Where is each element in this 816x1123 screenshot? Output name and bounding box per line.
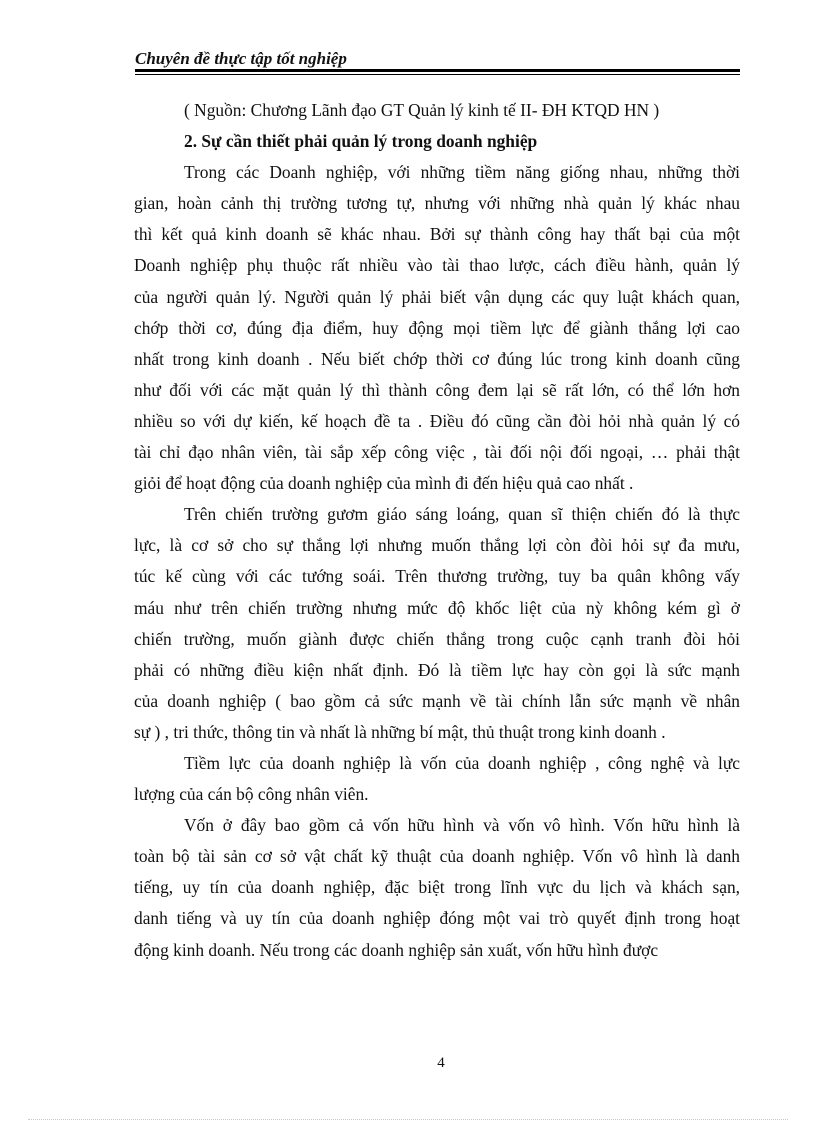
text-line: tiếng, uy tín của doanh nghiệp, đặc biệt trong lĩnh vực du lịch và khách sạn, xyxy=(134,877,740,898)
text-line: lượng của cán bộ công nhân viên. xyxy=(134,784,369,805)
paragraph xyxy=(134,499,740,748)
text-line: nhất trong kinh doanh . Nếu biết chớp thời cơ đúng lúc trong kinh doanh cũng xyxy=(134,348,740,369)
text-line: danh tiếng và uy tín của doanh nghiệp đóng một vai trò quyết định trong hoạt xyxy=(134,908,740,929)
text-line: giỏi để hoạt động của doanh nghiệp của mình đi đến hiệu quả cao nhất . xyxy=(134,473,634,494)
page-header xyxy=(135,48,740,70)
text-line: lực, là cơ sở cho sự thắng lợi nhưng muốn thắng lợi còn đòi hỏi sự đa mưu, xyxy=(134,535,740,556)
text-line: nhiều so với dự kiến, kế hoạch đề ta . Điều đó cũng cần đòi hỏi nhà quản lý có xyxy=(134,410,740,431)
page-number: 4 xyxy=(437,1055,445,1071)
text-line: sự ) , tri thức, thông tin và nhất là những bí mật, thủ thuật trong kinh doanh . xyxy=(134,721,666,742)
text-line: máu như trên chiến trường nhưng mức độ khốc liệt của nỳ không kém gì ở xyxy=(134,597,740,618)
text-line: tài chỉ đạo nhân viên, tài sắp xếp công việc , tài đối nội đối ngoại, … phải thật xyxy=(134,442,740,463)
text-line: toàn bộ tài sản cơ sở vật chất kỹ thuật của doanh nghiệp. Vốn vô hình là danh xyxy=(134,846,740,867)
document-body xyxy=(134,95,740,966)
text-line: chớp thời cơ, đúng địa điểm, huy động mọi tiềm lực để giành thắng lợi cao xyxy=(134,317,740,338)
text-line: Vốn ở đây bao gồm cả vốn hữu hình và vốn vô hình. Vốn hữu hình là xyxy=(184,815,740,836)
paragraph xyxy=(134,157,740,499)
header-rule-thick xyxy=(135,69,740,72)
text-line: Trên chiến trường gươm giáo sáng loáng, quan sĩ thiện chiến đó là thực xyxy=(184,504,740,525)
text-line: của doanh nghiệp ( bao gồm cả sức mạnh về tài chính lẫn sức mạnh về nhân xyxy=(134,690,740,711)
text-line: phải có những điều kiện nhất định. Đó là tiềm lực hay còn gọi là sức mạnh xyxy=(134,659,740,680)
text-line: như đối với các mặt quản lý thì thành công đem lại sẽ rất lớn, có thể lớn hơn xyxy=(134,379,740,400)
text-line: thì kết quả kinh doanh sẽ khác nhau. Bởi sự thành công hay thất bại của một xyxy=(134,224,740,245)
section-heading: 2. Sự cần thiết phải quản lý trong doanh nghiệp xyxy=(184,131,538,152)
text-line: động kinh doanh. Nếu trong các doanh nghiệp sản xuất, vốn hữu hình được xyxy=(134,939,659,960)
header-rule-thin xyxy=(135,74,740,75)
paragraph xyxy=(134,810,740,965)
text-line: Trong các Doanh nghiệp, với những tiềm năng giống nhau, những thời xyxy=(184,162,740,183)
paragraph xyxy=(134,748,740,810)
text-line: chiến trường, muốn giành được chiến thắng trong cuộc cạnh tranh đòi hỏi xyxy=(134,628,740,649)
text-line: Tiềm lực của doanh nghiệp là vốn của doanh nghiệp , công nghệ và lực xyxy=(184,752,740,773)
text-line: gian, hoàn cảnh thị trường tương tự, nhưng với những nhà quản lý khác nhau xyxy=(134,193,740,214)
source-note: ( Nguồn: Chương Lãnh đạo GT Quản lý kinh tế II- ĐH KTQD HN ) xyxy=(184,100,660,120)
footer-divider xyxy=(28,1119,788,1120)
document-title: Chuyên đề thực tập tốt nghiệp xyxy=(135,49,347,68)
text-line: Doanh nghiệp phụ thuộc rất nhiều vào tài thao lược, cách điều hành, quản lý xyxy=(134,255,740,276)
text-line: túc kế cùng với các tướng soái. Trên thương trường, tuy ba quân không vấy xyxy=(134,566,740,587)
text-line: của người quản lý. Người quản lý phải biết vận dụng các quy luật khách quan, xyxy=(134,286,740,307)
